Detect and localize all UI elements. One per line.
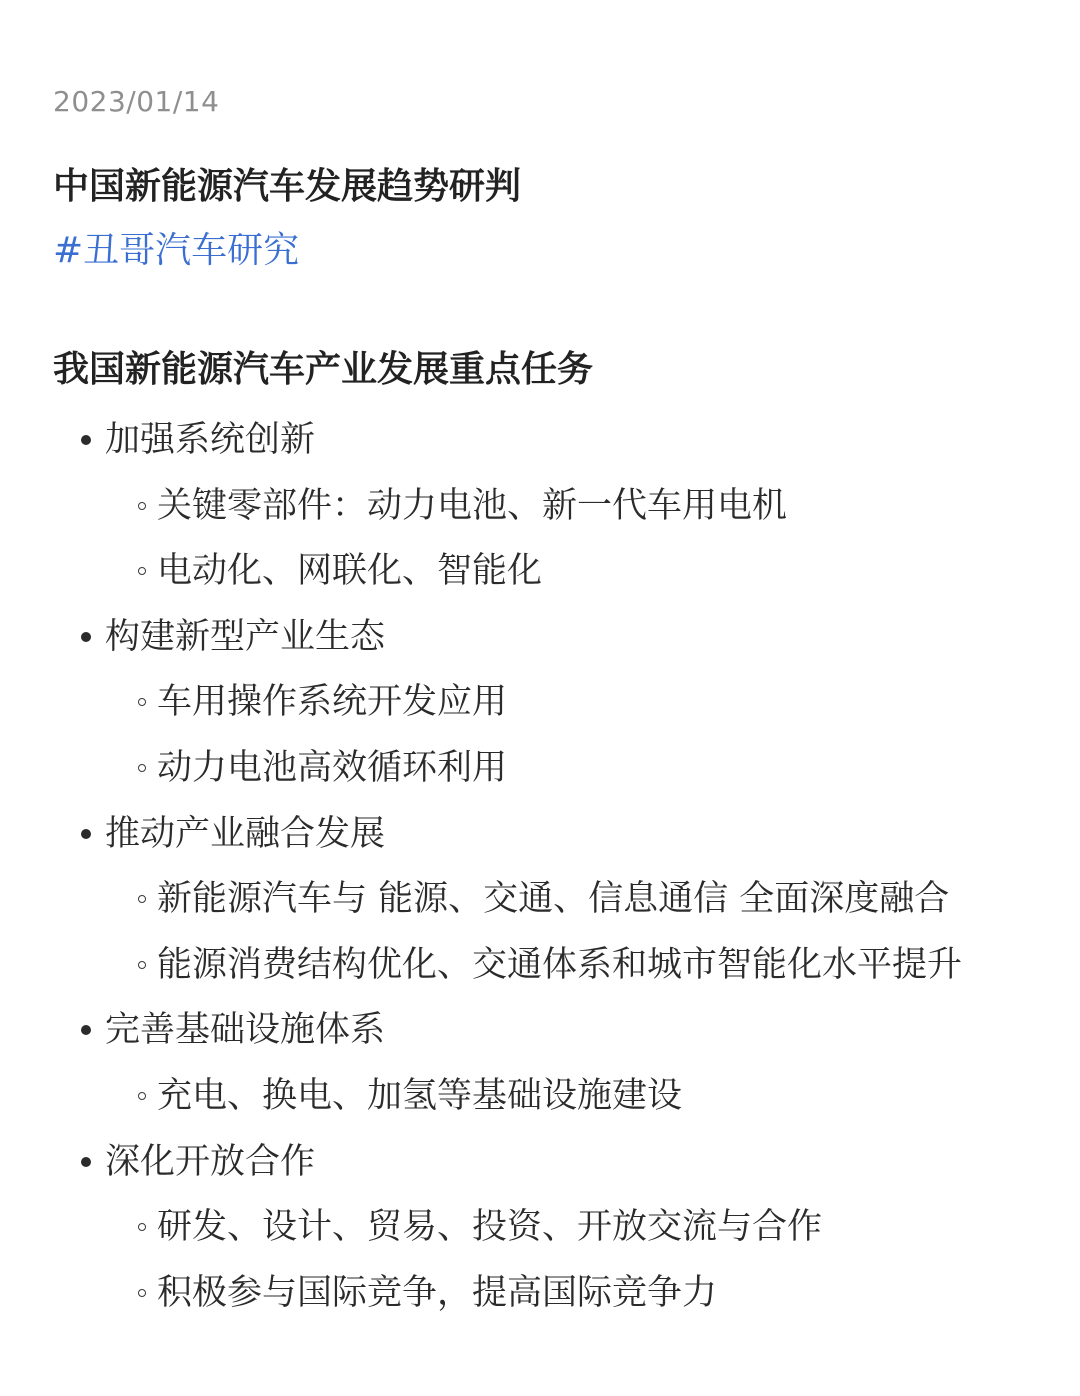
hashtag-link[interactable]: #丑哥汽车研究 — [53, 230, 300, 271]
filled-bullet-icon — [81, 1025, 91, 1035]
hollow-bullet-icon — [138, 1223, 146, 1231]
hollow-bullet-icon — [138, 1092, 146, 1100]
note-title: 中国新能源汽车发展趋势研判 — [53, 166, 522, 207]
outline-item — [53, 998, 962, 1129]
filled-bullet-icon — [81, 1157, 91, 1167]
sub-list-item — [53, 474, 962, 540]
sub-item-text: 能源消费结构优化、交通体系和城市智能化水平提升 — [157, 944, 963, 985]
outline-item-text: 加强系统创新 — [105, 420, 316, 460]
sub-list-item — [53, 867, 962, 933]
sub-item-text: 积极参与国际竞争，提高国际竞争力 — [157, 1272, 718, 1313]
sub-list-item — [53, 1064, 962, 1130]
sub-list-item — [53, 1195, 962, 1261]
sub-item-text: 充电、换电、加氢等基础设施建设 — [157, 1075, 683, 1116]
sub-list-item — [53, 670, 962, 736]
outline-item-main — [53, 802, 962, 868]
hollow-bullet-icon — [138, 698, 146, 706]
sub-item-text: 车用操作系统开发应用 — [157, 682, 508, 723]
sub-list-item — [53, 933, 962, 999]
sub-list-item — [53, 1261, 962, 1327]
outline-item-main — [53, 605, 962, 671]
filled-bullet-icon — [81, 632, 91, 642]
sub-list — [53, 474, 962, 605]
outline-item — [53, 605, 962, 802]
section-heading: 我国新能源汽车产业发展重点任务 — [53, 349, 594, 390]
sub-item-text: 新能源汽车与 能源、交通、信息通信 全面深度融合 — [157, 879, 950, 920]
hollow-bullet-icon — [138, 567, 146, 575]
outline-item-text: 推动产业融合发展 — [105, 813, 386, 854]
outline-item-main — [53, 998, 962, 1064]
sub-list-item — [53, 539, 962, 605]
filled-bullet-icon — [81, 435, 91, 445]
outline-item-main — [53, 408, 962, 474]
hollow-bullet-icon — [138, 895, 146, 903]
sub-item-text: 研发、设计、贸易、投资、开放交流与合作 — [157, 1207, 823, 1248]
sub-list-item — [53, 736, 962, 802]
hollow-bullet-icon — [138, 764, 146, 772]
sub-list — [53, 867, 962, 998]
hollow-bullet-icon — [138, 502, 146, 510]
sub-list — [53, 1195, 962, 1326]
sub-item-text: 电动化、网联化、智能化 — [157, 551, 543, 592]
sub-list — [53, 1064, 962, 1130]
outline-item — [53, 1130, 962, 1327]
outline-item-text: 完善基础设施体系 — [105, 1010, 386, 1051]
outline-item-text: 构建新型产业生态 — [105, 616, 386, 657]
outline-item-main — [53, 1130, 962, 1196]
sub-list — [53, 670, 962, 801]
outline-list — [53, 408, 962, 1326]
sub-item-text: 关键零部件：动力电池、新一代车用电机 — [157, 485, 788, 526]
hollow-bullet-icon — [138, 1289, 146, 1297]
note-date: 2023/01/14 — [53, 85, 220, 118]
sub-item-text: 动力电池高效循环利用 — [157, 747, 508, 788]
filled-bullet-icon — [81, 829, 91, 839]
outline-item — [53, 802, 962, 999]
outline-item-text: 深化开放合作 — [105, 1141, 316, 1182]
outline-item — [53, 408, 962, 605]
hollow-bullet-icon — [138, 961, 146, 969]
